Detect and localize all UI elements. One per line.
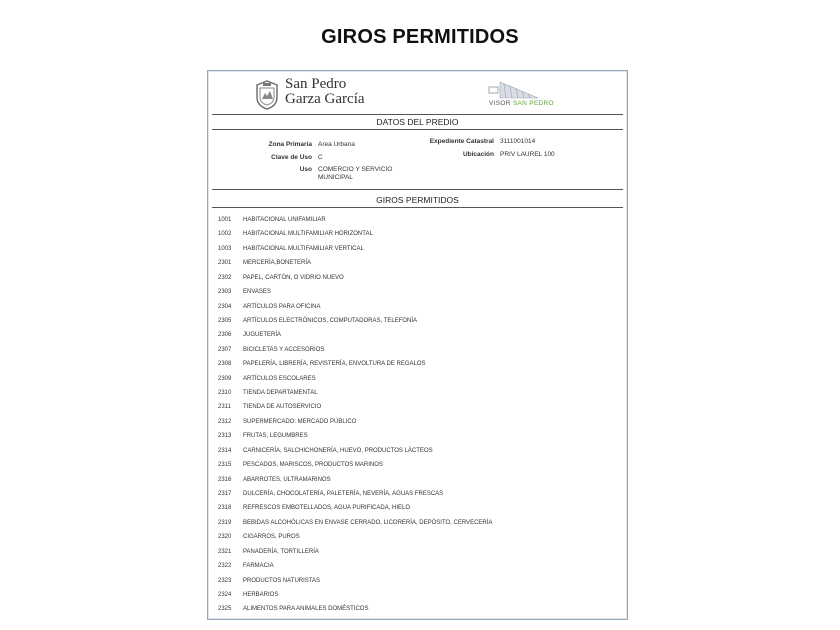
giro-description: ARTÍCULOS ELECTRÓNICOS, COMPUTADORAS, TELEFONÍA (243, 317, 418, 324)
zona-primaria-label: Zona Primaria (268, 141, 312, 148)
list-item (218, 227, 618, 241)
giro-description: PAPEL, CARTÓN, O VIDRIO NUEVO (243, 274, 344, 281)
giro-code: 2301 (218, 260, 232, 267)
giro-code: 2314 (218, 447, 232, 454)
giro-code: 2308 (218, 361, 232, 368)
divider (212, 207, 623, 208)
giro-code: 2313 (218, 433, 232, 440)
giro-description: TIENDA DEPARTAMENTAL (243, 390, 318, 397)
giro-description: SUPERMERCADO: MERCADO PÚBLICO (243, 418, 357, 425)
giros-list (218, 213, 618, 617)
giro-description: DULCERÍA, CHOCOLATERÍA, PALETERÍA, NEVERÍA, AGUAS FRESCAS (243, 491, 444, 498)
list-item (218, 588, 618, 602)
giro-code: 2304 (218, 303, 232, 310)
giro-description: HABITACIONAL MULTIFAMILIAR VERTICAL (243, 245, 364, 252)
giro-code: 2311 (218, 404, 231, 411)
list-item (218, 602, 618, 616)
datos-del-predio (208, 71, 627, 191)
giro-description: CARNICERÍA, SALCHICHONERÍA, HUEVO, PRODUCTOS LÁCTEOS (243, 447, 433, 454)
list-item (218, 242, 618, 256)
visor-accent: SAN PEDRO (512, 100, 554, 107)
list-item (218, 343, 618, 357)
giro-description: BEBIDAS ALCOHÓLICAS EN ENVASE CERRADO, LICORERÍA, DEPÓSITO, CERVECERÍA (243, 519, 493, 526)
list-item (218, 487, 618, 501)
ubicacion-label: Ubicación (462, 151, 494, 158)
giro-description: CIGARROS, PUROS (243, 534, 300, 541)
list-item (218, 473, 618, 487)
giro-description: PANADERÍA, TORTILLERÍA (243, 548, 319, 555)
list-item (218, 328, 618, 342)
giro-code: 2317 (218, 491, 232, 498)
giro-code: 2322 (218, 563, 232, 570)
expediente-value: 3111001014 (500, 138, 536, 145)
giro-description: HABITACIONAL UNIFAMILIAR (243, 217, 326, 223)
giro-code: 1003 (218, 245, 232, 252)
list-item (218, 256, 618, 270)
list-item (218, 285, 618, 299)
giro-description: FARMACIA (243, 563, 274, 570)
giro-description: ARTÍCULOS ESCOLARES (243, 375, 316, 382)
giro-description: HERBARIOS (243, 591, 279, 598)
datos-section-title: DATOS DEL PREDIO (376, 117, 459, 127)
list-item (218, 314, 618, 328)
giros-section-title: GIROS PERMITIDOS (376, 195, 459, 205)
giro-code: 2325 (218, 606, 232, 613)
giro-code: 2310 (218, 390, 232, 397)
giro-code: 2309 (218, 375, 232, 382)
expediente-label: Expediente Catastral (429, 138, 494, 145)
uso-value-line-2: MUNICIPAL (318, 174, 353, 181)
giro-description: TIENDA DE AUTOSERVICIO (243, 404, 322, 411)
giro-code: 2316 (218, 476, 232, 483)
divider (212, 189, 623, 190)
giro-code: 2320 (218, 534, 232, 541)
list-item (218, 458, 618, 472)
visor-prefix: VISOR (489, 100, 511, 107)
list-item (218, 357, 618, 371)
giro-description: ABARROTES, ULTRAMARINOS (243, 476, 331, 483)
giro-description: ALIMENTOS PARA ANIMALES DOMÉSTICOS (243, 606, 369, 613)
giro-code: 2324 (218, 591, 232, 598)
giro-code: 2315 (218, 462, 232, 469)
municipality-line-1: San Pedro (285, 76, 347, 92)
uso-label: Uso (299, 166, 312, 173)
giro-description: FRUTAS, LEGUMBRES (243, 433, 308, 440)
giro-description: ARTÍCULOS PARA OFICINA (243, 303, 321, 310)
giro-code: 2312 (218, 418, 232, 425)
list-item (218, 372, 618, 386)
giro-code: 2302 (218, 274, 232, 281)
giro-description: MERCERÍA,BONETERÍA (243, 260, 312, 267)
giro-description: BICICLETAS Y ACCESORIOS (243, 346, 325, 353)
list-item (218, 444, 618, 458)
list-item (218, 213, 618, 227)
giro-code: 1001 (218, 217, 232, 223)
list-item (218, 516, 618, 530)
giro-code: 2323 (218, 577, 232, 584)
list-item (218, 574, 618, 588)
giro-description: HABITACIONAL MULTIFAMILIAR HORIZONTAL (243, 231, 373, 238)
giro-code: 2303 (218, 289, 232, 296)
giro-description: PAPELERÍA, LIBRERÍA, REVISTERÍA, ENVOLTURA DE REGALOS (243, 361, 426, 368)
zona-primaria-value: Area Urbana (318, 141, 355, 148)
list-item (218, 429, 618, 443)
giro-code: 2305 (218, 317, 232, 324)
page-title: GIROS PERMITIDOS (321, 26, 519, 48)
list-item (218, 300, 618, 314)
giro-code: 2306 (218, 332, 232, 339)
giro-description: JUGUETERÍA (243, 332, 282, 339)
giro-code: 1002 (218, 231, 232, 238)
giro-code: 2318 (218, 505, 232, 512)
clave-uso-value: C (318, 154, 323, 161)
list-item (218, 386, 618, 400)
giro-description: ENVASES (243, 289, 271, 296)
list-item (218, 501, 618, 515)
list-item (218, 400, 618, 414)
list-item (218, 271, 618, 285)
giro-code: 2321 (218, 548, 232, 555)
giro-code: 2319 (218, 519, 232, 526)
giro-description: REFRESCOS EMBOTELLADOS, AGUA PURIFICADA, HIELO (243, 505, 411, 512)
list-item (218, 545, 618, 559)
list-item (218, 559, 618, 573)
giro-description: PRODUCTOS NATURISTAS (243, 577, 321, 584)
uso-value-line-1: COMERCIO Y SERVICIO (318, 166, 393, 173)
giro-code: 2307 (218, 346, 232, 353)
document-sheet (207, 70, 628, 620)
giro-description: PESCADOS, MARISCOS, PRODUCTOS MARINOS (243, 462, 383, 469)
list-item (218, 415, 618, 429)
ubicacion-value: PRIV LAUREL 100 (500, 151, 555, 158)
list-item (218, 530, 618, 544)
clave-uso-label: Clave de Uso (271, 154, 312, 161)
municipality-line-2: Garza García (285, 91, 365, 107)
